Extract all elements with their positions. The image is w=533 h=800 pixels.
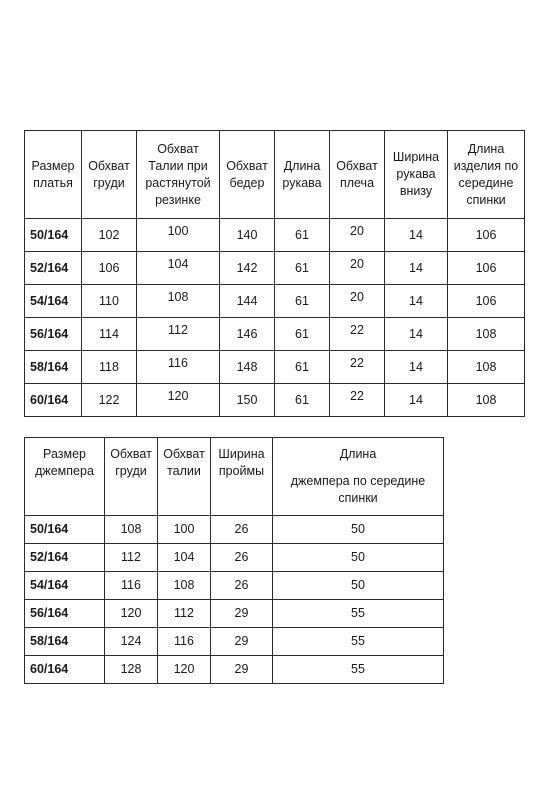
cell-hips: 146 [220,318,275,351]
header-chest: Обхват груди [105,438,158,516]
cell-chest: 122 [82,384,137,417]
cell-size: 54/164 [25,572,105,600]
cell-sleeve-length: 61 [275,318,330,351]
cell-sleeve-length: 61 [275,285,330,318]
header-hips: Обхват бедер [220,131,275,219]
cell-hips: 148 [220,351,275,384]
header-armhole-width: Ширина проймы [211,438,273,516]
cell-waist: 108 [158,572,211,600]
table-row [25,384,525,417]
cell-sleeve-length: 61 [275,351,330,384]
cell-waist: 100 [158,516,211,544]
cell-shoulder: 22 [330,384,385,417]
cell-size: 52/164 [25,544,105,572]
cell-armhole: 29 [211,600,273,628]
cell-size: 56/164 [25,600,105,628]
dress-table-header-row [25,131,525,219]
cell-shoulder: 20 [330,285,385,318]
cell-armhole: 26 [211,544,273,572]
cell-chest: 112 [105,544,158,572]
cell-armhole: 29 [211,628,273,656]
header-length-bottom: джемпера по середине спинки [290,474,426,505]
jumper-table-header-row [25,438,444,516]
cell-hips: 150 [220,384,275,417]
cell-chest: 118 [82,351,137,384]
cell-length: 108 [448,318,525,351]
cell-chest: 120 [105,600,158,628]
cell-sleeve-width: 14 [385,252,448,285]
dress-size-table [24,130,525,417]
cell-size: 58/164 [25,351,82,384]
cell-size: 50/164 [25,219,82,252]
cell-shoulder: 22 [330,318,385,351]
cell-sleeve-width: 14 [385,351,448,384]
cell-waist: 108 [137,285,220,318]
jumper-size-table [24,437,444,684]
cell-size: 58/164 [25,628,105,656]
cell-sleeve-width: 14 [385,219,448,252]
cell-shoulder: 22 [330,351,385,384]
cell-size: 56/164 [25,318,82,351]
table-row [25,656,444,684]
header-dress-length: Длина изделия по середине спинки [448,131,525,219]
cell-size: 54/164 [25,285,82,318]
cell-waist: 100 [137,219,220,252]
header-sleeve-width: Ширина рукава внизу [385,131,448,219]
cell-waist: 104 [137,252,220,285]
cell-sleeve-length: 61 [275,252,330,285]
cell-chest: 110 [82,285,137,318]
cell-length: 106 [448,219,525,252]
cell-shoulder: 20 [330,252,385,285]
cell-hips: 142 [220,252,275,285]
cell-sleeve-width: 14 [385,384,448,417]
cell-sleeve-length: 61 [275,219,330,252]
cell-length: 50 [273,516,444,544]
cell-sleeve-length: 61 [275,384,330,417]
cell-waist: 104 [158,544,211,572]
table-row [25,285,525,318]
header-dress-size: Размер платья [25,131,82,219]
cell-length: 106 [448,252,525,285]
cell-waist: 120 [158,656,211,684]
cell-sleeve-width: 14 [385,285,448,318]
cell-length: 108 [448,384,525,417]
table-row [25,219,525,252]
cell-chest: 124 [105,628,158,656]
cell-size: 60/164 [25,384,82,417]
cell-length: 55 [273,628,444,656]
header-jumper-size: Размер джемпера [25,438,105,516]
cell-size: 50/164 [25,516,105,544]
cell-size: 60/164 [25,656,105,684]
cell-hips: 144 [220,285,275,318]
cell-armhole: 29 [211,656,273,684]
table-row [25,252,525,285]
header-waist: Обхват талии [158,438,211,516]
cell-waist: 116 [158,628,211,656]
table-row [25,544,444,572]
cell-chest: 102 [82,219,137,252]
cell-length: 50 [273,572,444,600]
cell-length: 55 [273,656,444,684]
header-chest: Обхват груди [82,131,137,219]
cell-chest: 106 [82,252,137,285]
header-jumper-length [273,438,444,516]
cell-length: 55 [273,600,444,628]
table-row [25,318,525,351]
header-sleeve-length: Длина рукава [275,131,330,219]
cell-armhole: 26 [211,572,273,600]
table-row [25,516,444,544]
header-shoulder: Обхват плеча [330,131,385,219]
table-row [25,572,444,600]
cell-hips: 140 [220,219,275,252]
cell-length: 106 [448,285,525,318]
header-length-top: Длина [339,447,377,461]
table-row [25,628,444,656]
cell-length: 108 [448,351,525,384]
cell-chest: 108 [105,516,158,544]
cell-armhole: 26 [211,516,273,544]
cell-sleeve-width: 14 [385,318,448,351]
table-row [25,600,444,628]
table-row [25,351,525,384]
cell-length: 50 [273,544,444,572]
cell-waist: 120 [137,384,220,417]
cell-waist: 112 [137,318,220,351]
cell-size: 52/164 [25,252,82,285]
cell-waist: 116 [137,351,220,384]
cell-chest: 128 [105,656,158,684]
cell-chest: 116 [105,572,158,600]
cell-shoulder: 20 [330,219,385,252]
cell-chest: 114 [82,318,137,351]
header-waist-stretched: Обхват Талии при растянутой резинке [137,131,220,219]
cell-waist: 112 [158,600,211,628]
